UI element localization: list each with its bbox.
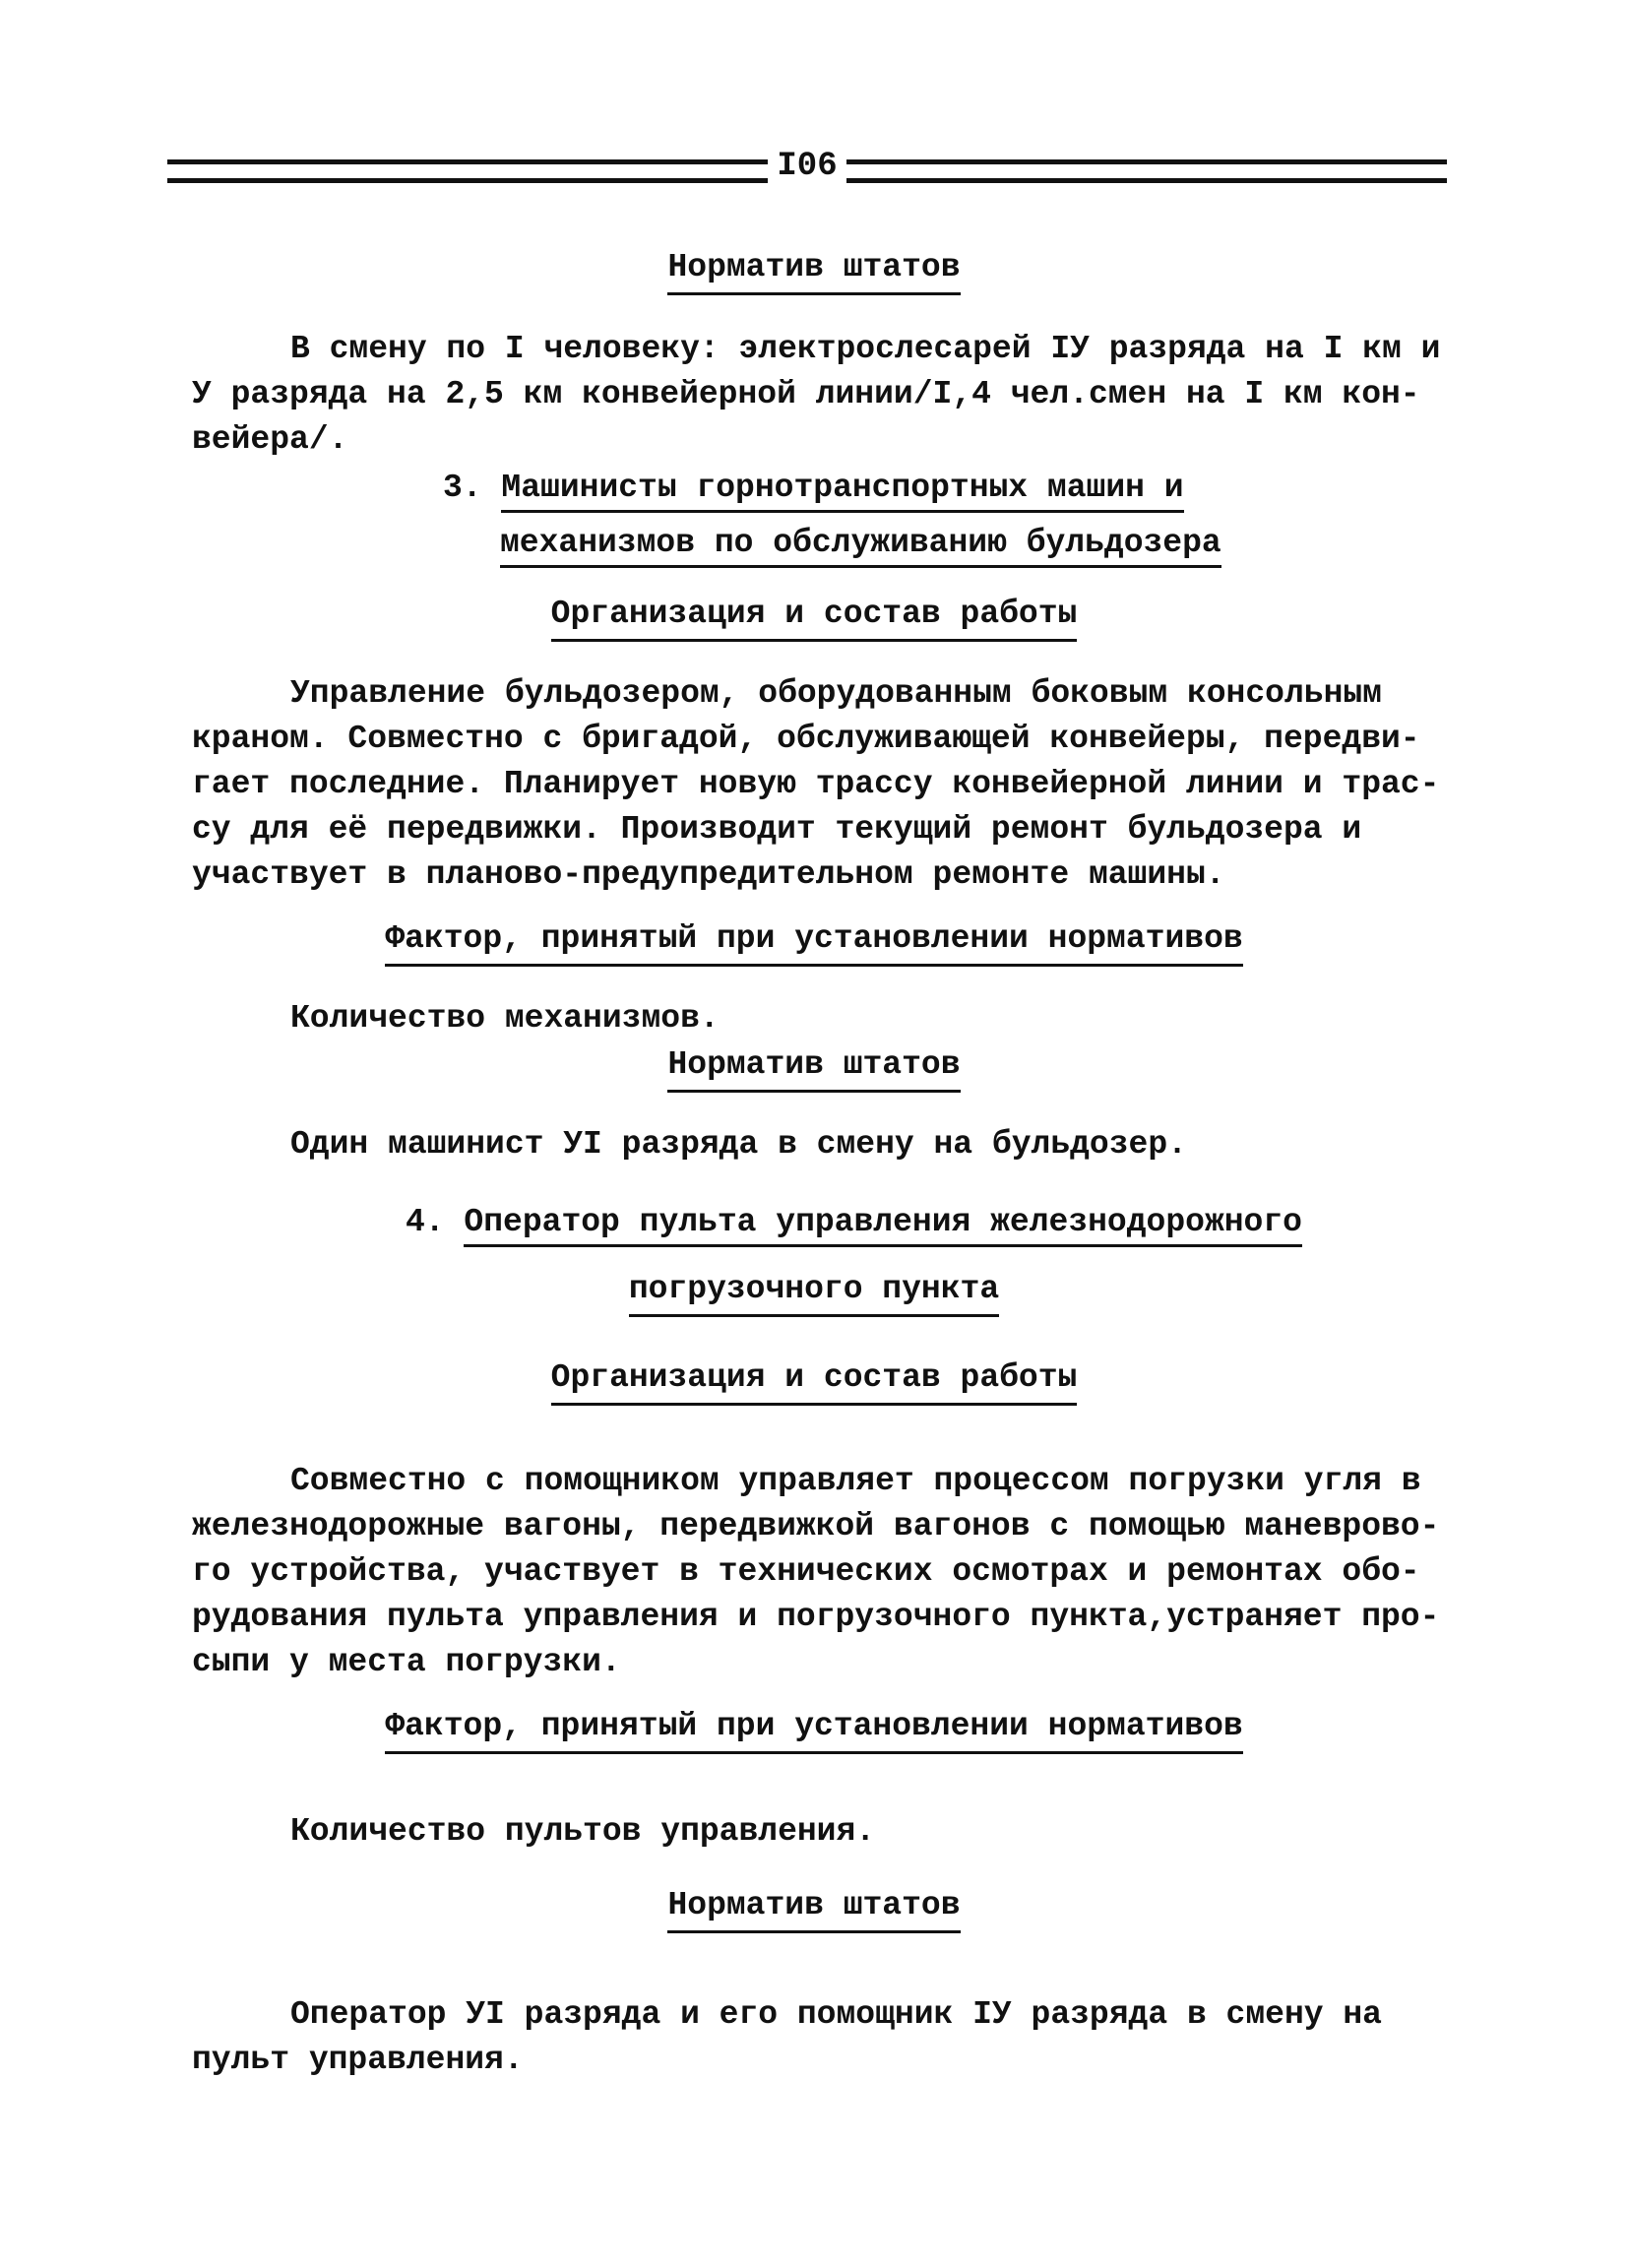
paragraph-line: В смену по I человеку: электрослесарей IУ разряда на I км и bbox=[290, 331, 1441, 367]
section-heading: Организация и состав работы bbox=[0, 1356, 1628, 1406]
paragraph-line: Количество пультов управления. bbox=[290, 1813, 876, 1850]
paragraph-line: участвует в планово-предупредительном ремонте машины. bbox=[192, 856, 1225, 893]
section-heading: Фактор, принятый при установлении нормативов bbox=[0, 917, 1628, 967]
paragraph-line: железнодорожные вагоны, передвижкой вагонов с помощью маневрово- bbox=[192, 1508, 1440, 1544]
paragraph-line: рудования пульта управления и погрузочного пункта,устраняет про- bbox=[192, 1599, 1440, 1635]
section-4-title-cont: погрузочного пункта bbox=[0, 1268, 1628, 1317]
paragraph-line: Управление бульдозером, оборудованным боковым консольным bbox=[290, 675, 1382, 712]
section-number: 3. bbox=[443, 470, 482, 506]
paragraph-line: Один машинист УI разряда в смену на бульдозер. bbox=[290, 1126, 1187, 1163]
paragraph-line: сыпи у места погрузки. bbox=[192, 1644, 621, 1680]
section-title-line: механизмов по обслуживанию бульдозера bbox=[500, 525, 1221, 568]
section-number: 4. bbox=[406, 1204, 445, 1240]
paragraph-line: гает последние. Планирует новую трассу конвейерной линии и трас- bbox=[192, 766, 1440, 802]
paragraph-line: У разряда на 2,5 км конвейерной линии/I,4 чел.смен на I км кон- bbox=[192, 376, 1420, 412]
section-heading: Норматив штатов bbox=[0, 1043, 1628, 1093]
paragraph-line: Оператор УI разряда и его помощник IУ разряда в смену на bbox=[290, 1996, 1382, 2033]
paragraph-line: краном. Совместно с бригадой, обслуживающей конвейеры, передви- bbox=[192, 721, 1420, 757]
section-4-title bbox=[406, 1201, 1302, 1244]
section-heading: Организация и состав работы bbox=[0, 593, 1628, 642]
header-rule-right bbox=[846, 159, 1447, 183]
page-number: I06 bbox=[777, 148, 838, 185]
page-header bbox=[167, 150, 1447, 185]
section-3-title-cont bbox=[500, 522, 1221, 565]
header-rule-left bbox=[167, 159, 768, 183]
paragraph-line: су для её передвижки. Производит текущий ремонт бульдозера и bbox=[192, 811, 1362, 848]
paragraph-line: Количество механизмов. bbox=[290, 1000, 720, 1037]
section-heading: Фактор, принятый при установлении нормативов bbox=[0, 1705, 1628, 1754]
section-3-title bbox=[443, 467, 1184, 510]
section-title-line: Оператор пульта управления железнодорожного bbox=[464, 1204, 1302, 1247]
section-heading: Норматив штатов bbox=[0, 1884, 1628, 1933]
paragraph-line: Совместно с помощником управляет процессом погрузки угля в bbox=[290, 1463, 1421, 1499]
paragraph-line: вейера/. bbox=[192, 421, 348, 458]
section-heading: Норматив штатов bbox=[0, 246, 1628, 295]
paragraph-line: го устройства, участвует в технических осмотрах и ремонтах обо- bbox=[192, 1553, 1420, 1590]
paragraph-line: пульт управления. bbox=[192, 2042, 524, 2078]
section-title-line: Машинисты горнотранспортных машин и bbox=[501, 470, 1183, 513]
